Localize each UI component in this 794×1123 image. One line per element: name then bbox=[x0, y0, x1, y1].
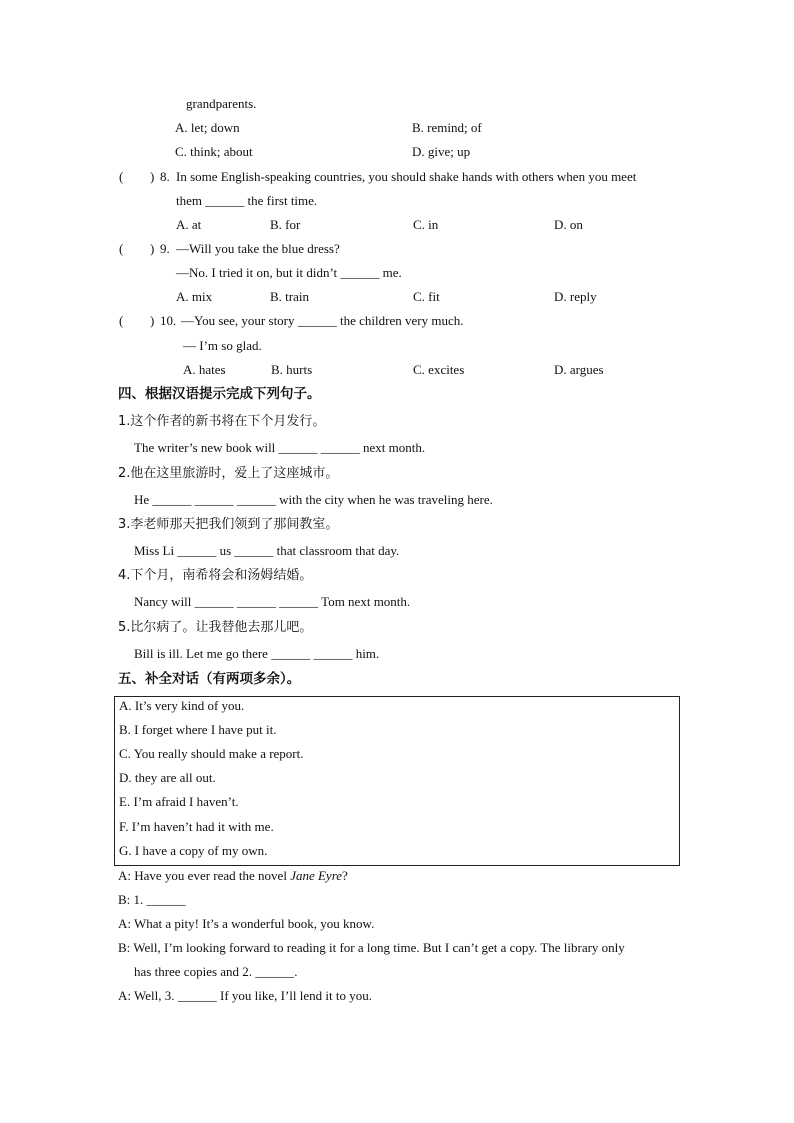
option-b: B. remind; of bbox=[412, 120, 482, 135]
answer-paren-open: ( bbox=[119, 169, 124, 184]
option-d: D. give; up bbox=[412, 144, 471, 159]
dialogue-option: C. You really should make a report. bbox=[119, 746, 304, 761]
chinese-prompt: 1.这个作者的新书将在下个月发行。 bbox=[118, 414, 326, 429]
dialogue-option: E. I’m afraid I haven’t. bbox=[119, 794, 239, 809]
question-text: In some English-speaking countries, you should shake hands with others when you meet bbox=[176, 169, 637, 184]
english-sentence: Nancy will ______ ______ ______ Tom next month. bbox=[134, 594, 411, 609]
option-a: A. at bbox=[176, 217, 202, 232]
dialogue-line: A: Well, 3. ______ If you like, I’ll lend it to you. bbox=[118, 988, 372, 1003]
question-number: 10. bbox=[160, 313, 177, 328]
dialogue-option: F. I’m haven’t had it with me. bbox=[119, 819, 274, 834]
option-d: D. on bbox=[554, 217, 583, 232]
dialogue-line bbox=[118, 868, 348, 884]
answer-paren-close: ) bbox=[150, 241, 155, 256]
section-heading: 五、补全对话（有两项多余）。 bbox=[118, 671, 301, 687]
question-text: —Will you take the blue dress? bbox=[176, 241, 340, 256]
question-text: —You see, your story ______ the children very much. bbox=[181, 313, 464, 328]
english-sentence: Miss Li ______ us ______ that classroom that day. bbox=[134, 543, 400, 558]
dialogue-option: B. I forget where I have put it. bbox=[119, 722, 277, 737]
chinese-prompt: 5.比尔病了。让我替他去那儿吧。 bbox=[118, 620, 313, 635]
question-text: — I’m so glad. bbox=[183, 338, 262, 353]
option-a: A. hates bbox=[183, 362, 226, 377]
question-number: 8. bbox=[160, 169, 170, 184]
english-sentence: The writer’s new book will ______ ______ next month. bbox=[134, 440, 426, 455]
novel-title: Jane Eyre bbox=[290, 868, 343, 883]
option-b: B. train bbox=[270, 289, 309, 304]
option-d: D. reply bbox=[554, 289, 597, 304]
option-a: A. mix bbox=[176, 289, 213, 304]
dialogue-option: D. they are all out. bbox=[119, 770, 216, 785]
question-text: —No. I tried it on, but it didn’t ______ me. bbox=[176, 265, 402, 280]
section-heading: 四、根据汉语提示完成下列句子。 bbox=[118, 386, 321, 402]
dialogue-option: G. I have a copy of my own. bbox=[119, 843, 268, 858]
dialogue-line: A: What a pity! It’s a wonderful book, you know. bbox=[118, 916, 375, 931]
question-7-tail: grandparents. bbox=[186, 96, 257, 111]
option-b: B. for bbox=[270, 217, 301, 232]
option-c: C. fit bbox=[413, 289, 440, 304]
answer-paren-open: ( bbox=[119, 241, 124, 256]
english-sentence: He ______ ______ ______ with the city when he was traveling here. bbox=[134, 492, 493, 507]
dialogue-option: A. It’s very kind of you. bbox=[119, 698, 245, 713]
dialogue-line: B: Well, I’m looking forward to reading it for a long time. But I can’t get a copy. The library only bbox=[118, 940, 625, 955]
answer-paren-open: ( bbox=[119, 313, 124, 328]
chinese-prompt: 4.下个月，南希将会和汤姆结婚。 bbox=[118, 568, 313, 583]
answer-paren-close: ) bbox=[150, 169, 155, 184]
dialogue-text: A: Have you ever read the novel bbox=[118, 868, 291, 883]
dialogue-line: has three copies and 2. ______. bbox=[134, 964, 298, 979]
answer-paren-close: ) bbox=[150, 313, 155, 328]
question-text: them ______ the first time. bbox=[176, 193, 318, 208]
dialogue-text: ? bbox=[342, 868, 348, 883]
option-c: C. excites bbox=[413, 362, 465, 377]
chinese-prompt: 3.李老师那天把我们领到了那间教室。 bbox=[118, 517, 339, 532]
question-number: 9. bbox=[160, 241, 170, 256]
option-d: D. argues bbox=[554, 362, 604, 377]
option-c: C. think; about bbox=[175, 144, 253, 159]
option-a: A. let; down bbox=[175, 120, 240, 135]
dialogue-line: B: 1. ______ bbox=[118, 892, 186, 907]
chinese-prompt: 2.他在这里旅游时，爱上了这座城市。 bbox=[118, 466, 339, 481]
english-sentence: Bill is ill. Let me go there ______ ______ him. bbox=[134, 646, 380, 661]
option-c: C. in bbox=[413, 217, 439, 232]
option-b: B. hurts bbox=[271, 362, 313, 377]
